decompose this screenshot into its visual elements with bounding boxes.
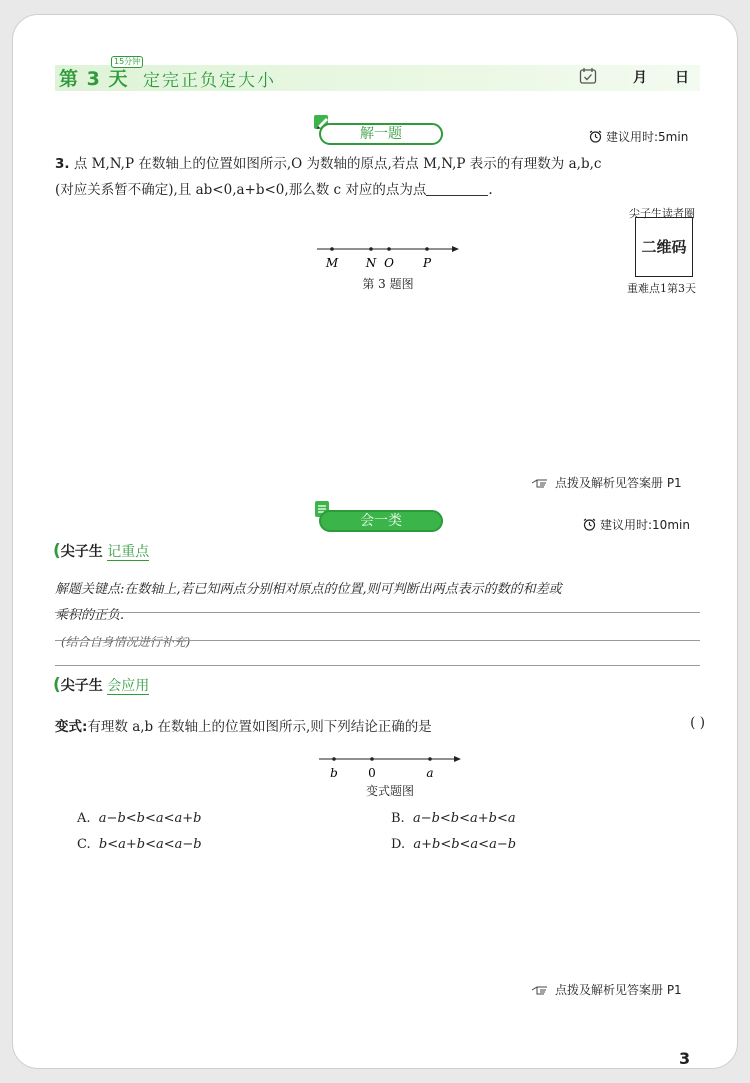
label-p: P (422, 256, 432, 270)
label-a: a (426, 766, 434, 780)
day-label: 第 3 天 (59, 68, 129, 90)
question-line2: (对应关系暂不确定),且 ab<0,a+b<0,那么数 c 对应的点为点 (55, 182, 427, 198)
alarm-clock-icon (589, 130, 602, 143)
tag1-prefix: 尖子生 (60, 544, 103, 560)
hint-solve-label: 点拨及解析见答案册 P1 (555, 476, 682, 490)
supplement-note: (结合自身情况进行补充) (61, 635, 191, 649)
point-p (425, 247, 429, 251)
question-3 (55, 151, 705, 203)
option-letter: A. (77, 811, 91, 826)
figure-3-caption: 第 3 题图 (362, 277, 414, 291)
section-pill-class: 会一类 (319, 510, 443, 532)
question-line1: 点 M,N,P 在数轴上的位置如图所示,O 为数轴的原点,若点 M,N,P 表示的有理数为 a,b,c (73, 156, 602, 172)
label-b: b (330, 766, 338, 780)
option-text: a+b<b<a<a−b (413, 837, 517, 852)
answer-parentheses[interactable]: ( ) (690, 715, 705, 731)
divider (55, 612, 700, 613)
pointing-hand-icon (531, 477, 549, 489)
qr-caption-top: 尖子生读者圈 (629, 207, 695, 220)
tag-bracket: ( (53, 541, 61, 561)
header-title: 定完正负定大小 (143, 71, 276, 91)
number-line-arrow (454, 756, 461, 762)
option-text: b<a+b<a<a−b (98, 837, 202, 852)
option-d[interactable] (391, 837, 516, 852)
option-b[interactable] (391, 811, 516, 826)
qr-caption-bottom: 重难点1第3天 (627, 282, 696, 295)
point-o (387, 247, 391, 251)
number-line-arrow (452, 246, 459, 252)
label-m: M (325, 256, 339, 270)
key-point-note (55, 577, 705, 629)
number-line-figure-3 (313, 241, 463, 277)
option-letter: D. (391, 837, 406, 852)
key-point-line1: 解题关键点:在数轴上,若已知两点分别相对原点的位置,则可判断出两点表示的数的和差或 (55, 582, 562, 597)
answer-blank[interactable] (426, 181, 488, 196)
timer-solve (589, 128, 688, 145)
question-period: . (488, 182, 493, 198)
label-o: O (384, 256, 394, 270)
point-n (369, 247, 373, 251)
label-n: N (365, 256, 377, 270)
key-point-line2: 乘积的正负. (55, 608, 125, 623)
page (12, 14, 738, 1069)
tag2-prefix: 尖子生 (60, 678, 103, 694)
option-a[interactable] (77, 811, 201, 826)
timer-solve-label: 建议用时:5min (606, 130, 689, 144)
tag-apply (53, 675, 149, 695)
hint-solve[interactable] (531, 474, 682, 491)
option-letter: C. (77, 837, 91, 852)
day-field-label: 日 (675, 70, 689, 86)
point-m (330, 247, 334, 251)
tag-bracket: ( (53, 675, 61, 695)
point-a (428, 757, 432, 761)
question-number: 3. (55, 156, 70, 172)
calendar-icon (579, 67, 597, 85)
section-pill-solve: 解一题 (319, 123, 443, 145)
tag-key-points (53, 541, 149, 561)
pointing-hand-icon (531, 984, 549, 996)
minutes-badge: 15分钟 (111, 56, 143, 68)
hint-class-label: 点拨及解析见答案册 P1 (555, 983, 682, 997)
option-text: a−b<b<a<a+b (98, 811, 202, 826)
option-c[interactable] (77, 837, 202, 852)
divider (55, 640, 700, 641)
alarm-clock-icon (583, 518, 596, 531)
point-b (332, 757, 336, 761)
variant-figure-caption: 变式题图 (365, 784, 414, 798)
hint-class[interactable] (531, 981, 682, 998)
point-zero (370, 757, 374, 761)
variant-question (55, 715, 705, 735)
tag2-suffix: 会应用 (107, 678, 150, 694)
variant-label: 变式: (55, 719, 88, 735)
option-text: a−b<b<a+b<a (412, 811, 516, 826)
page-number: 3 (679, 1049, 691, 1068)
timer-class (583, 516, 690, 533)
qr-code[interactable]: 二维码 (635, 217, 693, 277)
timer-class-label: 建议用时:10min (600, 518, 690, 532)
variant-text: 有理数 a,b 在数轴上的位置如图所示,则下列结论正确的是 (87, 719, 432, 735)
label-zero: 0 (368, 766, 376, 780)
month-label: 月 (633, 70, 647, 86)
option-letter: B. (391, 811, 405, 826)
tag1-suffix: 记重点 (107, 544, 150, 560)
divider (55, 665, 700, 666)
